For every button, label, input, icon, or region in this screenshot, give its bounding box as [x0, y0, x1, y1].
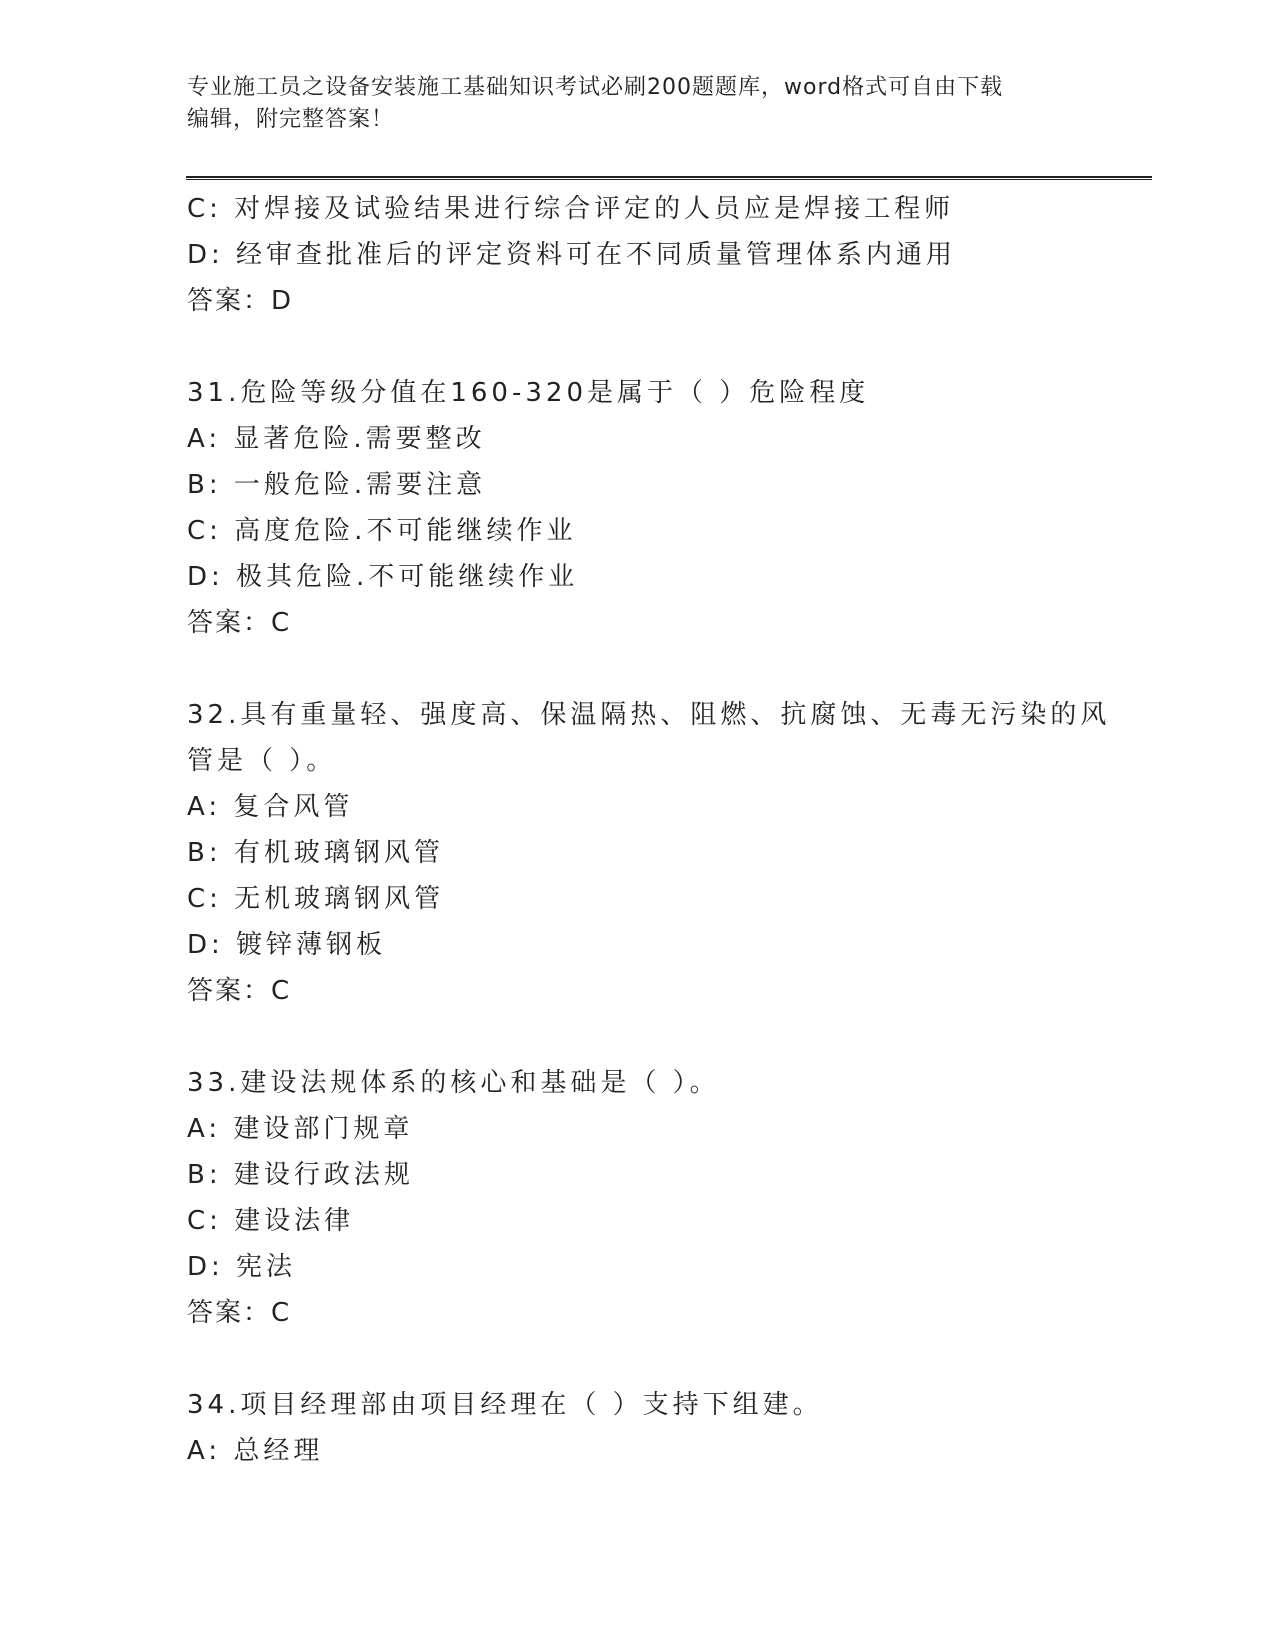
option-a: A: 显著危险.需要整改 — [187, 424, 486, 454]
question-stem-line1: 32.具有重量轻、强度高、保温隔热、阻燃、抗腐蚀、无毒无污染的风 — [187, 700, 1111, 730]
spacer — [187, 646, 1087, 692]
option-c: C: 建设法律 — [187, 1206, 355, 1236]
question-34 — [187, 1382, 1087, 1474]
answer-text: 答案：C — [187, 1298, 292, 1328]
question-33 — [187, 1060, 1087, 1336]
header-title-line1: 专业施工员之设备安装施工基础知识考试必刷200题题库，word格式可自由下载 — [187, 75, 1004, 100]
option-d: D: 宪法 — [187, 1252, 297, 1282]
option-b: B: 有机玻璃钢风管 — [187, 838, 444, 868]
option-d: D: 经审查批准后的评定资料可在不同质量管理体系内通用 — [187, 240, 957, 270]
question-31 — [187, 370, 1087, 646]
option-d: D: 极其危险.不可能继续作业 — [187, 562, 579, 592]
answer-text: 答案：C — [187, 976, 292, 1006]
page-header — [187, 72, 1087, 136]
option-d: D: 镀锌薄钢板 — [187, 930, 387, 960]
option-c: C: 高度危险.不可能继续作业 — [187, 516, 577, 546]
option-b: B: 一般危险.需要注意 — [187, 470, 487, 500]
option-b: B: 建设行政法规 — [187, 1160, 414, 1190]
spacer — [187, 1336, 1087, 1382]
question-32 — [187, 692, 1111, 1014]
spacer — [187, 1014, 1087, 1060]
question-stem: 31.危险等级分值在160-320是属于（ ）危险程度 — [187, 378, 870, 408]
answer-text: 答案：C — [187, 608, 292, 638]
question-stem: 33.建设法规体系的核心和基础是（ ）。 — [187, 1068, 720, 1098]
answer-text: 答案：D — [187, 286, 294, 316]
option-a: A: 复合风管 — [187, 792, 354, 822]
option-c: C: 无机玻璃钢风管 — [187, 884, 445, 914]
question-stem: 34.项目经理部由项目经理在（ ）支持下组建。 — [187, 1390, 823, 1420]
question-list — [187, 186, 1111, 1474]
option-a: A: 建设部门规章 — [187, 1114, 414, 1144]
spacer — [187, 324, 1087, 370]
question-30-tail — [187, 186, 1087, 324]
header-title-line2: 编辑，附完整答案！ — [187, 107, 395, 132]
option-c: C: 对焊接及试验结果进行综合评定的人员应是焊接工程师 — [187, 194, 955, 224]
question-stem-line2: 管是（ ）。 — [187, 746, 337, 776]
option-a: A: 总经理 — [187, 1436, 324, 1466]
header-divider — [186, 176, 1152, 180]
